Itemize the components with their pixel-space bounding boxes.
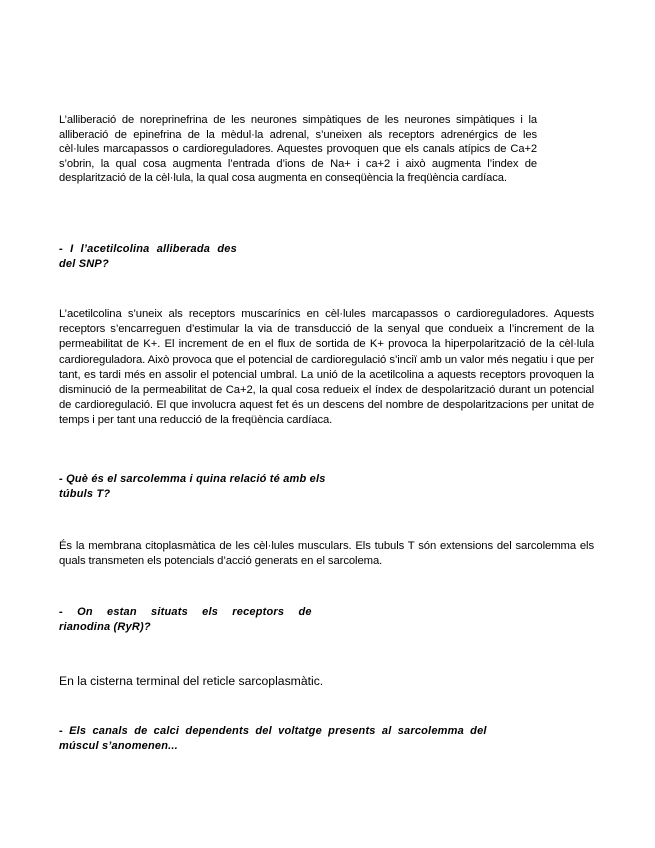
question-ryanodine-receptors — [59, 605, 312, 635]
question-line: múscul s’anomenen... — [59, 740, 178, 752]
paragraph-ryanodine-answer: En la cisterna terminal del reticle sarcoplasmàtic. — [59, 674, 324, 688]
question-line: - Els canals de calci dependents del voltatge presents al sarcolemma del — [59, 725, 487, 737]
question-acetylcholine — [59, 242, 244, 272]
question-line: del SNP? — [59, 258, 109, 270]
paragraph-noradrenaline-effect: L’alliberació de noreprinefrina de les neurones simpàtiques de les neurones simpàtiques i la alliberació de epinefrina de la mèdul·la adrenal, s’uneixen als receptors adrenérgics de les cèl·lules marcapassos o cardioreguladores. Aquestes provoquen que els canals atípics de Ca+2 s’obrin, la qual cosa augmenta l’entrada d’ions de Na+ i ca+2 i això augmenta l’index de desplarització de la cèl·lula, la qual cosa augmenta en conseqüència la freqüència cardíaca. — [59, 114, 537, 185]
question-line: - Què és el sarcolemma i quina relació té amb els — [59, 473, 326, 485]
question-line: - On estan situats els receptors de — [59, 606, 312, 618]
question-voltage-calcium-channels — [59, 724, 487, 754]
paragraph-sarcolemma-answer: És la membrana citoplasmàtica de les cèl·lules musculars. Els tubuls T són extensions del sarcolemma els quals transmeten els potencials d’acció generats en el sarcolema. — [59, 540, 594, 568]
question-line: - I l’acetilcolina alliberada des — [59, 243, 237, 255]
paragraph-acetylcholine-effect: L’acetilcolina s’uneix als receptors muscarínics en cèl·lules marcapassos o cardioreguladores. Aquests receptors s’encarreguen d’estimular la via de transducció de la senyal que condueix a l’increment de la permeabilitat de K+. El increment de en el flux de sortida de K+ provoca la hiperpolarització de la cèl·lula cardioreguladora. Això provoca que el potencial de cardioregulació s’inciï amb un valor més negatiu i que per tant, es tardi més en assolir el potencial umbral. La unió de la acetilcolina a aquests receptors provoquen la disminució de la permeabilitat de Ca+2, la qual cosa redueix el índex de despolarització durant un potencial de cardioregulació. El que involucra aquest fet és un descens del nombre de despolaritzacions per unitat de temps i per tant una reducció de la freqüència cardíaca. — [59, 308, 594, 427]
question-line: túbuls T? — [59, 488, 111, 500]
question-line: rianodina (RyR)? — [59, 621, 151, 633]
question-sarcolemma — [59, 472, 326, 502]
